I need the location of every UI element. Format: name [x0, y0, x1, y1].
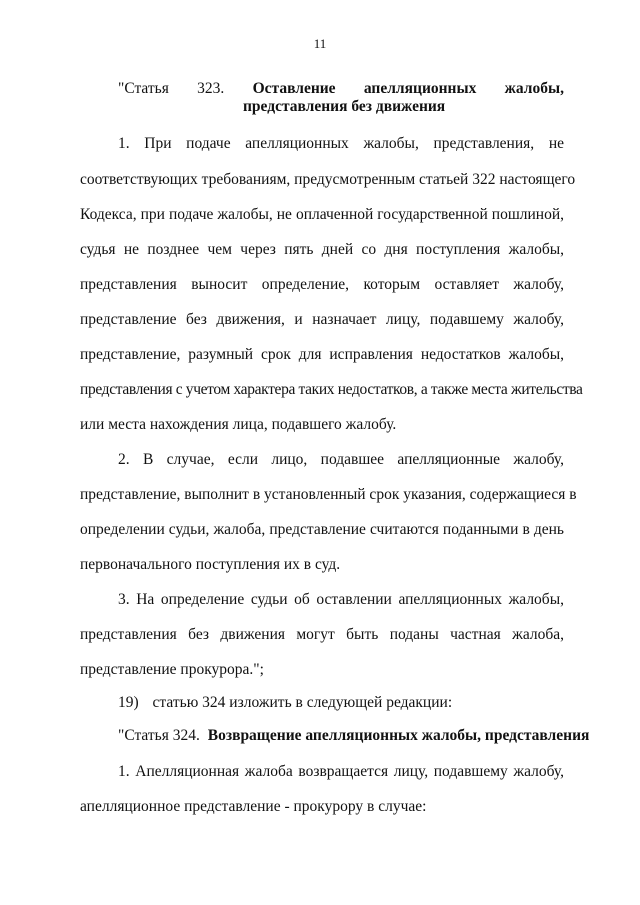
- heading-word: жалобы,: [504, 80, 564, 97]
- text-line: представления без движения могут быть поданы частная жалоба,: [80, 626, 564, 643]
- text-line: Кодекса, при подаче жалобы, не оплаченной государственной пошлиной,: [80, 206, 564, 223]
- item-number: 19): [118, 694, 139, 711]
- text-line: определении судьи, жалоба, представление считаются поданными в день: [80, 521, 564, 538]
- item-text: статью 324 изложить в следующей редакции:: [152, 694, 453, 711]
- text-line: представление прокурора.";: [80, 661, 264, 678]
- text-line: соответствующих требованиям, предусмотренным статьей 322 настоящего: [80, 171, 576, 188]
- text-line: представление без движения, и назначает лицу, подавшему жалобу,: [80, 311, 564, 328]
- text-line: апелляционное представление - прокурору в случае:: [80, 798, 427, 815]
- text-line: представление, выполнит в установленный срок указания, содержащиеся в: [80, 486, 577, 503]
- article-324-title: Возвращение апелляционных жалобы, представления: [207, 727, 590, 744]
- article-323-heading-line2: представления без движения: [243, 98, 446, 115]
- text-line: 2. В случае, если лицо, подавшее апелляционные жалобу,: [118, 451, 564, 468]
- text-line: представление, разумный срок для исправления недостатков жалобы,: [80, 346, 564, 363]
- text-line: представления выносит определение, которым оставляет жалобу,: [80, 276, 564, 293]
- text-line: 1. Апелляционная жалоба возвращается лицу, подавшему жалобу,: [118, 763, 564, 780]
- heading-word: Оставление: [252, 80, 336, 97]
- article-324-heading: [118, 727, 602, 745]
- article-number: 323.: [197, 80, 225, 97]
- article-prefix: "Статья 324.: [118, 727, 200, 744]
- text-line: судья не позднее чем через пять дней со дня поступления жалобы,: [80, 241, 564, 258]
- text-line: или места нахождения лица, подавшего жалобу.: [80, 416, 397, 433]
- page-number: 11: [313, 36, 327, 51]
- item-19: [118, 694, 602, 712]
- text-line: представления с учетом характера таких недостатков, а также места жительства: [80, 381, 583, 398]
- text-line: 1. При подаче апелляционных жалобы, представления, не: [118, 135, 564, 152]
- article-word: "Статья: [118, 80, 169, 97]
- text-line: первоначального поступления их в суд.: [80, 556, 341, 573]
- heading-word: апелляционных: [363, 80, 477, 97]
- text-line: 3. На определение судьи об оставлении апелляционных жалобы,: [118, 591, 564, 608]
- article-323-heading-line1: [118, 80, 564, 98]
